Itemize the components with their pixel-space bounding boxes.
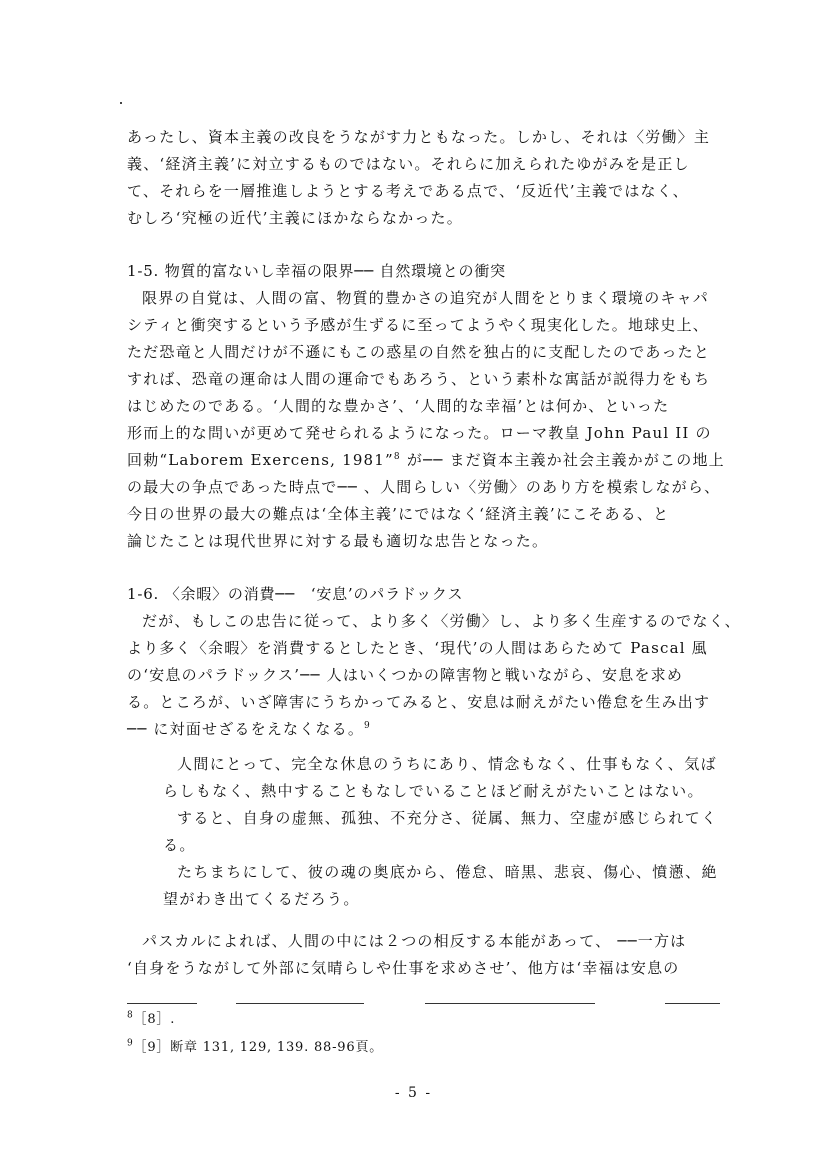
quote-line: らしもなく、熱中することもなしでいることほど耐えがたいことはない。	[163, 782, 704, 800]
page-number: - 5 -	[394, 1085, 433, 1101]
footnote-9	[127, 1039, 383, 1057]
footnote-rule	[665, 1003, 720, 1004]
text-line: ‘自身をうながして外部に気晴らしや仕事を求めさせ’、他方は‘幸福は安息の	[127, 959, 680, 977]
text-line: る。ところが、いざ障害にうちかってみると、安息は耐えがたい倦怠を生み出す	[127, 693, 711, 711]
text-fragment: が── まだ資本主義か社会主義かがこの地上	[400, 451, 725, 469]
quote-line: たちまちにして、彼の魂の奥底から、倦怠、暗黒、悲哀、傷心、憤懣、絶	[177, 863, 718, 881]
footnote-rule	[425, 1003, 595, 1004]
footnote-rule	[127, 1003, 197, 1004]
footnote-8	[127, 1011, 175, 1029]
quote-line: る。	[163, 836, 196, 854]
quote-line: すると、自身の虚無、孤独、不充分さ、従属、無力、空虚が感じられてく	[177, 809, 718, 827]
text-line: 論じたことは現代世界に対する最も適切な忠告となった。	[127, 532, 549, 550]
text-line: むしろ‘究極の近代’主義にほかならなかった。	[127, 209, 463, 227]
section-heading: 1-6. 〈余暇〉の消費── ‘安息’のパラドックス	[127, 585, 464, 603]
footnote-marker: 9	[127, 1038, 134, 1049]
text-line-with-note	[127, 719, 371, 739]
text-line: の最大の争点であった時点で── 、人間らしい〈労働〉のあり方を模索しながら、	[127, 478, 721, 496]
text-line: より多く〈余暇〉を消費するとしたとき、‘現代’の人間はあらためて Pascal 風	[127, 639, 708, 657]
text-line-with-note	[127, 450, 725, 470]
text-line: あったし、資本主義の改良をうながす力ともなった。しかし、それは〈労働〉主	[127, 128, 711, 146]
footnote-marker: 8	[127, 1010, 134, 1021]
text-line: シティと衝突するという予感が生ずるに至ってようやく現実化した。地球史上、	[127, 316, 710, 334]
footnote-text: ［9］断章 131, 129, 139. 88-96頁。	[133, 1040, 384, 1055]
text-line: パスカルによれば、人間の中には２つの相反する本能があって、 ──一方は	[142, 932, 687, 950]
text-line: ただ恐竜と人間だけが不遜にもこの惑星の自然を独占的に支配したのであったと	[127, 343, 711, 361]
quote-line: 人間にとって、完全な休息のうちにあり、情念もなく、仕事もなく、気ば	[177, 755, 718, 773]
text-line: はじめたのである。‘人間的な豊かさ’、‘人間的な幸福’とは何か、といった	[127, 397, 670, 415]
text-line: 形而上的な問いが更めて発せられるようになった。ローマ教皇 John Paul II の	[127, 424, 712, 442]
footnote-text: ［8］.	[133, 1012, 176, 1027]
section-heading: 1-5. 物質的富ないし幸福の限界── 自然環境との衝突	[127, 262, 506, 280]
text-line: の‘安息のパラドックス’── 人はいくつかの障害物と戦いながら、安息を求め	[127, 666, 684, 684]
text-fragment: ── に対面せざるをえなくなる。	[127, 720, 365, 738]
footnote-ref-8: 8	[393, 452, 401, 462]
text-line: 限界の自覚は、人間の富、物質的豊かさの追究が人間をとりまく環境のキャパ	[142, 289, 710, 307]
text-line: すれば、恐竜の運命は人間の運命でもあろう、という素朴な寓話が説得力をもち	[127, 370, 711, 388]
text-line: て、それらを一層推進しようとする考えである点で、‘反近代’主義ではなく、	[127, 182, 689, 200]
text-line: 義、‘経済主義’に対立するものではない。それらに加えられたゆがみを是正し	[127, 155, 690, 173]
footnote-rule	[236, 1003, 364, 1004]
quote-line: 望がわき出てくるだろう。	[163, 890, 360, 908]
text-line: 今日の世界の最大の難点は‘全体主義’にではなく‘経済主義’にこそある、と	[127, 505, 670, 523]
text-fragment: 回勅“Laborem Exercens, 1981”	[127, 451, 394, 469]
footnote-ref-9: 9	[364, 721, 371, 731]
scan-speck	[120, 102, 122, 104]
text-line: だが、もしこの忠告に従って、より多く〈労働〉し、より多く生産するのでなく、	[142, 612, 741, 630]
